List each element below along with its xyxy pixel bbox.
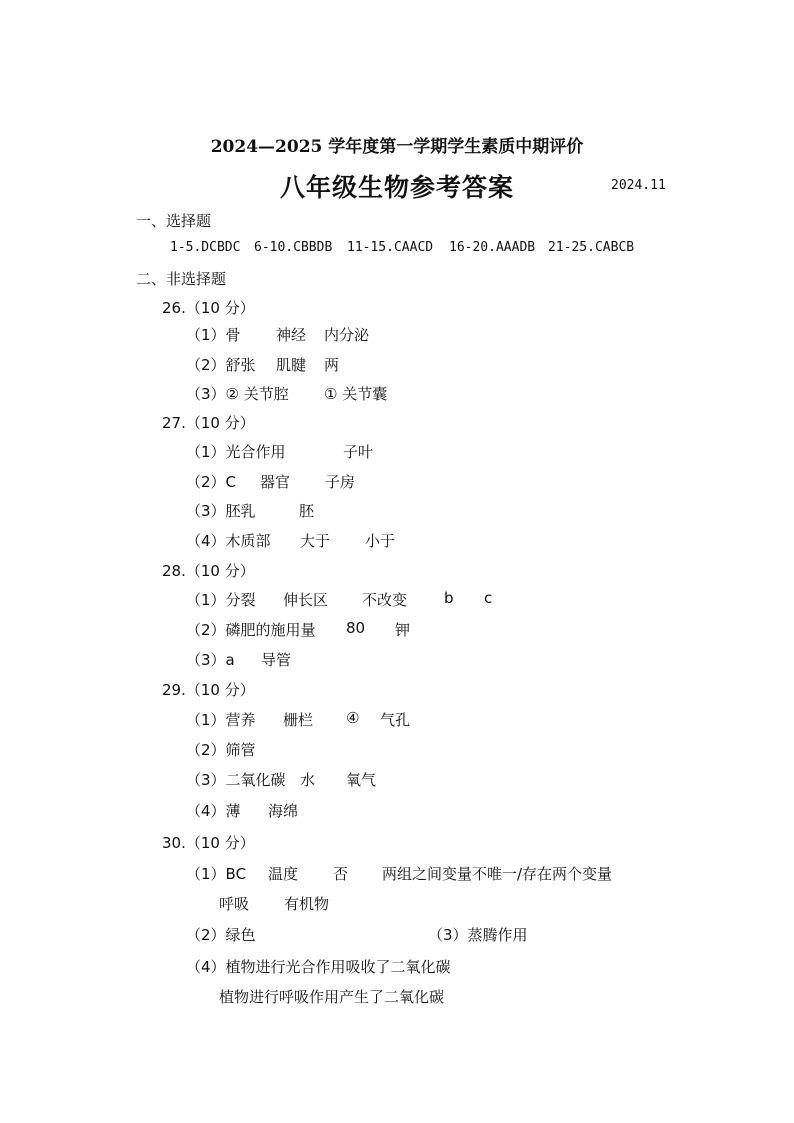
answer-key-title: 八年级生物参考答案 — [279, 173, 514, 202]
q27-line-1 — [186, 441, 586, 461]
q26-line-3 — [186, 383, 586, 403]
answer: ① 关节囊 — [324, 385, 388, 403]
question-28-label: 28.（10 分） — [162, 562, 255, 580]
answer: 不改变 — [362, 591, 408, 609]
answer: （3）a — [186, 651, 235, 669]
q29-line-1 — [186, 709, 586, 729]
answer: （3）二氧化碳 — [186, 771, 286, 789]
answer: （1）光合作用 — [186, 443, 286, 461]
answer: 植物进行呼吸作用产生了二氧化碳 — [219, 988, 445, 1006]
multiple-choice-answers — [170, 240, 650, 260]
answer: （1）分裂 — [186, 591, 256, 609]
q30-line-1 — [186, 863, 646, 883]
answer: 80 — [346, 619, 366, 637]
q29-line-3 — [186, 769, 586, 789]
answer: 胚 — [299, 502, 315, 520]
q27-line-3 — [186, 500, 586, 520]
answer: （4）植物进行光合作用吸收了二氧化碳 — [186, 958, 451, 976]
answer: b — [444, 589, 454, 607]
answer: （2）绿色 — [186, 926, 256, 944]
question-29-label: 29.（10 分） — [162, 681, 255, 699]
answer: 肌腱 — [276, 356, 307, 374]
question-26-label: 26.（10 分） — [162, 299, 255, 317]
answer: 否 — [333, 865, 349, 883]
date: 2024.11 — [611, 178, 666, 193]
q28-line-3 — [186, 649, 586, 669]
answer: （3）胚乳 — [186, 502, 256, 520]
section1-heading: 一、选择题 — [136, 212, 212, 230]
q30-line-4 — [186, 956, 586, 976]
q27-line-4 — [186, 530, 586, 550]
answer: 器官 — [260, 473, 291, 491]
answer: 内分泌 — [324, 326, 370, 344]
answer: （2）舒张 — [186, 356, 256, 374]
q26-line-1 — [186, 324, 586, 344]
answer: （1）骨 — [186, 326, 241, 344]
answer: （1）营养 — [186, 711, 256, 729]
answer: 栅栏 — [283, 711, 314, 729]
answer: 钾 — [395, 621, 411, 639]
mc-answer: 16-20.AAADB — [449, 240, 536, 255]
answer: 气孔 — [380, 711, 411, 729]
answer: （2）C — [186, 473, 237, 491]
question-30-label: 30.（10 分） — [162, 834, 255, 852]
answer: （2）磷肥的施用量 — [186, 621, 316, 639]
answer: 子房 — [325, 473, 356, 491]
answer: 小于 — [365, 532, 396, 550]
answer: （4）薄 — [186, 802, 241, 820]
mc-answer: 21-25.CABCB — [548, 240, 635, 255]
exam-title: 2024—2025 学年度第一学期学生素质中期评价 — [210, 137, 584, 157]
q28-line-2 — [186, 619, 586, 639]
q30-line-2 — [186, 924, 586, 944]
answer: 子叶 — [343, 443, 374, 461]
answer: 导管 — [261, 651, 292, 669]
answer: 大于 — [300, 532, 331, 550]
section2-heading: 二、非选择题 — [136, 270, 227, 288]
answer: 氧气 — [346, 771, 377, 789]
answer: 两组之间变量不唯一/存在两个变量 — [382, 865, 613, 883]
answer: （4）木质部 — [186, 532, 271, 550]
answer: 有机物 — [284, 895, 330, 913]
q26-line-2 — [186, 354, 586, 374]
answer: 水 — [300, 771, 316, 789]
answer: （3）② 关节腔 — [186, 385, 289, 403]
answer: 呼吸 — [219, 895, 250, 913]
mc-answer: 6-10.CBBDB — [254, 240, 333, 255]
q29-line-4 — [186, 800, 586, 820]
q27-line-2 — [186, 471, 586, 491]
q30-line-1b — [219, 893, 519, 913]
answer: 两 — [324, 356, 340, 374]
answer: 温度 — [268, 865, 299, 883]
answer: c — [484, 589, 493, 607]
answer: （1）BC — [186, 865, 247, 883]
q30-line-4b — [219, 986, 619, 1006]
answer: （2）筛管 — [186, 741, 256, 759]
mc-answer: 11-15.CAACD — [347, 240, 434, 255]
answer: 神经 — [276, 326, 307, 344]
answer: 伸长区 — [283, 591, 329, 609]
q28-line-1 — [186, 589, 586, 609]
question-27-label: 27.（10 分） — [162, 414, 255, 432]
answer: 海绵 — [268, 802, 299, 820]
q29-line-2 — [186, 739, 586, 759]
mc-answer: 1-5.DCBDC — [170, 240, 241, 255]
answer: （3）蒸腾作用 — [428, 926, 528, 944]
answer: ④ — [346, 709, 360, 727]
